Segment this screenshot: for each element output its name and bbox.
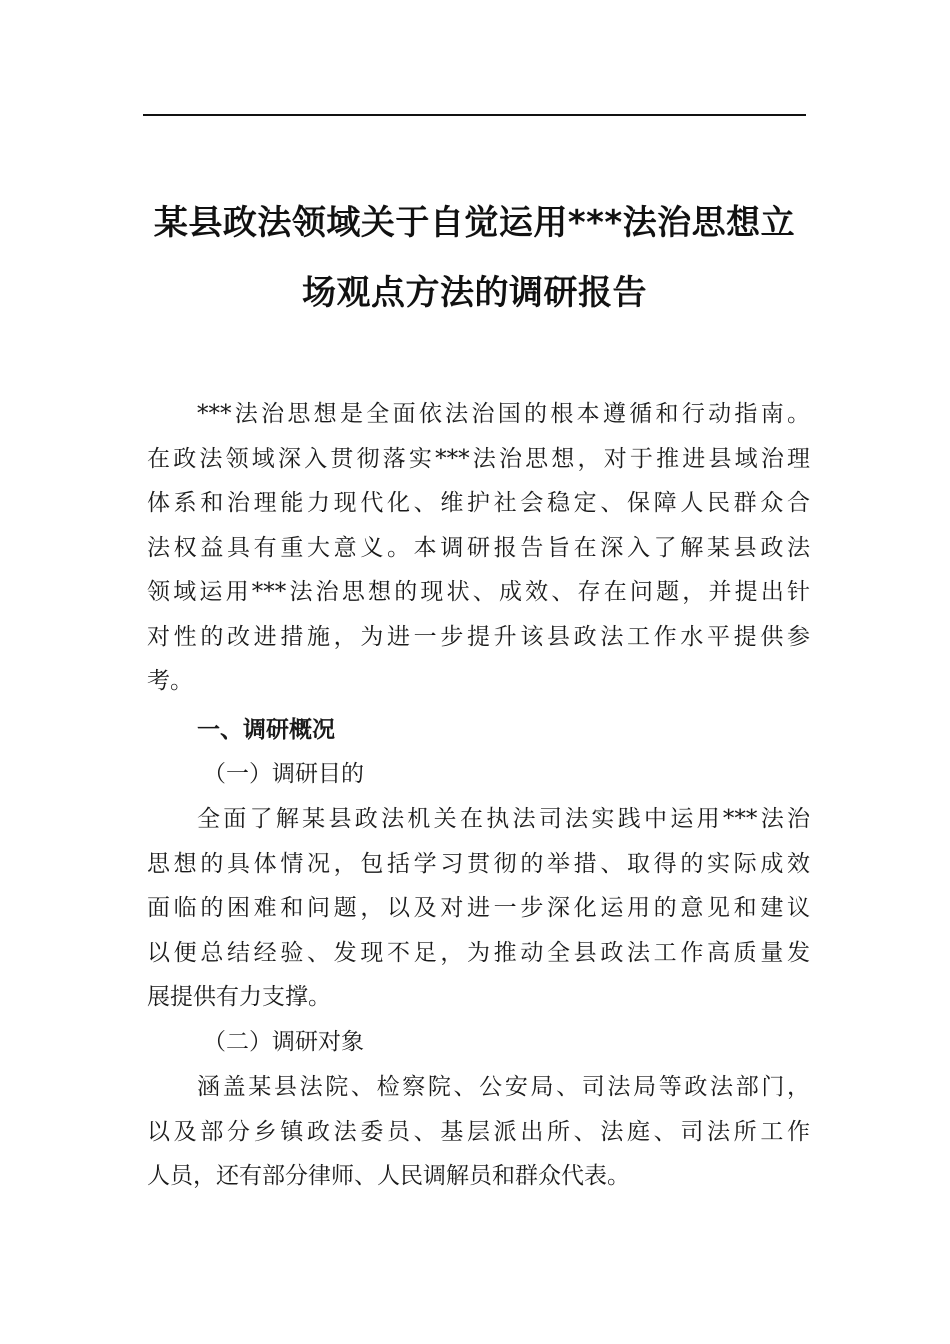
subsection-heading-text: （二）调研对象 <box>203 1029 364 1055</box>
header-rule <box>143 114 806 116</box>
text-line: 在政法领域深入贯彻落实***法治思想，对于推进县域治理 <box>147 445 810 472</box>
text-line: ***法治思想是全面依法治国的根本遵循和行动指南。 <box>197 401 810 427</box>
subsection-heading <box>147 752 810 797</box>
intro-paragraph <box>147 392 810 704</box>
text-line: 体系和治理能力现代化、维护社会稳定、保障人民群众合 <box>147 490 810 516</box>
text-line: 以及部分乡镇政法委员、基层派出所、法庭、司法所工作 <box>147 1118 810 1145</box>
purpose-paragraph <box>147 797 810 1020</box>
document-title <box>143 188 806 328</box>
text-line: 法权益具有重大意义。本调研报告旨在深入了解某县政法 <box>147 534 810 561</box>
text-line: 人员，还有部分律师、人民调解员和群众代表。 <box>147 1163 630 1189</box>
text-line: 面临的困难和问题，以及对进一步深化运用的意见和建议 <box>147 895 810 921</box>
subsection-heading <box>147 1020 810 1065</box>
text-line: 对性的改进措施，为进一步提升该县政法工作水平提供参 <box>147 623 810 650</box>
section-heading <box>147 708 810 753</box>
text-line: 领域运用***法治思想的现状、成效、存在问题，并提出针 <box>147 579 810 605</box>
text-line: 考。 <box>147 668 193 694</box>
subjects-paragraph <box>147 1065 810 1199</box>
text-line: 以便总结经验、发现不足，为推动全县政法工作高质量发 <box>147 939 810 966</box>
text-line: 全面了解某县政法机关在执法司法实践中运用***法治 <box>197 806 810 832</box>
section-heading-text: 一、调研概况 <box>197 717 335 743</box>
title-line-2: 场观点方法的调研报告 <box>302 273 647 313</box>
subsection-heading-text: （一）调研目的 <box>203 761 364 787</box>
text-line: 展提供有力支撑。 <box>147 984 331 1010</box>
text-line: 涵盖某县法院、检察院、公安局、司法局等政法部门， <box>197 1074 810 1100</box>
title-line-1: 某县政法领域关于自觉运用***法治思想立 <box>153 203 796 243</box>
text-line: 思想的具体情况，包括学习贯彻的举措、取得的实际成效 <box>147 850 810 877</box>
